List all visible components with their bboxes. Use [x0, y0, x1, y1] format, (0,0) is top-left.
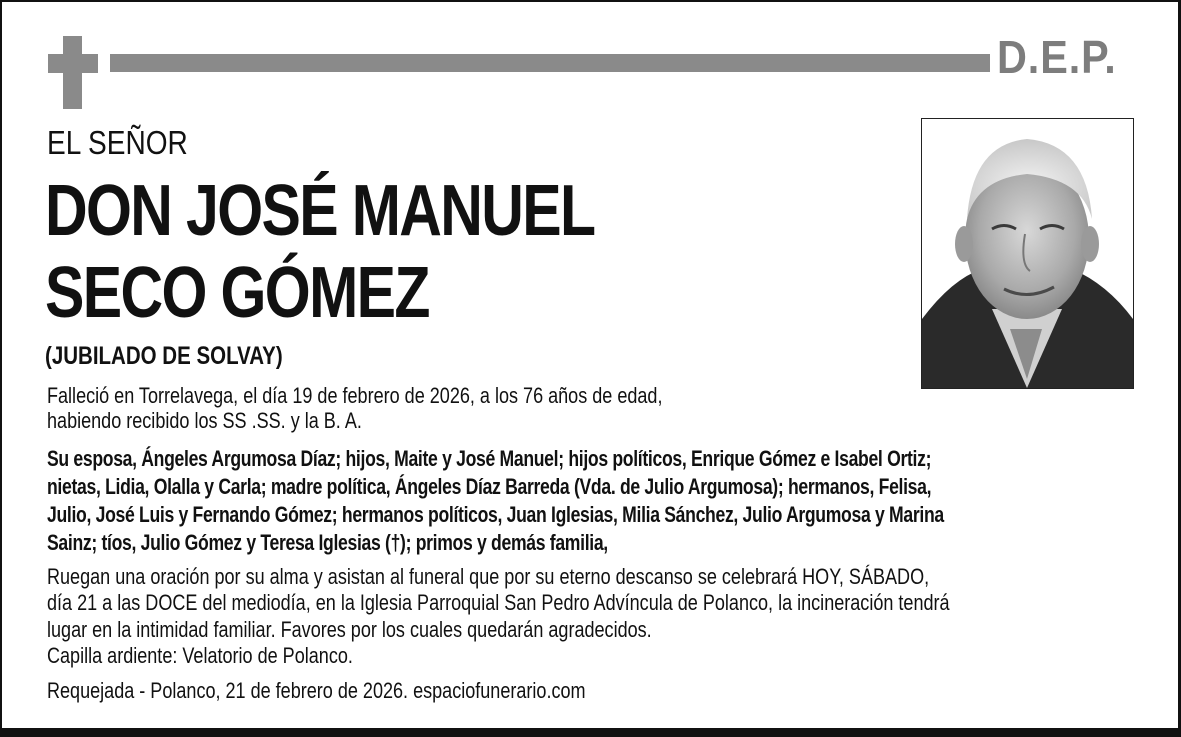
family-line-4: Sainz; tíos, Julio Gómez y Teresa Iglesias (†); primos y demás familia,: [47, 530, 608, 555]
family-line-1: Su esposa, Ángeles Argumosa Díaz; hijos, Maite y José Manuel; hijos políticos, Enrique Gómez e Isabel Ortiz;: [47, 446, 932, 471]
service-line-3: lugar en la intimidad familiar. Favores por los cuales quedarán agradecidos.: [47, 617, 652, 642]
deceased-name: [45, 170, 594, 334]
name-line-1: DON JOSÉ MANUEL: [45, 171, 595, 251]
footer-place-date: Requejada - Polanco, 21 de febrero de 2026. espaciofunerario.com: [47, 678, 586, 703]
cross-icon-arm: [48, 54, 98, 73]
death-notice-line-2: habiendo recibido los SS .SS. y la B. A.: [47, 408, 362, 433]
family-line-2: nietas, Lidia, Olalla y Carla; madre política, Ángeles Díaz Barreda (Vda. de Julio Argumosa); hermanos, Felisa,: [47, 474, 932, 499]
name-line-2: SECO GÓMEZ: [45, 253, 429, 333]
portrait-image: [922, 119, 1133, 388]
occupation-subtitle: (JUBILADO DE SOLVAY): [45, 342, 283, 370]
service-line-1: Ruegan una oración por su alma y asistan al funeral que por su eterno descanso se celebrará HOY, SÁBADO,: [47, 564, 930, 589]
service-line-4: Capilla ardiente: Velatorio de Polanco.: [47, 643, 353, 668]
death-notice-line-1: Falleció en Torrelavega, el día 19 de febrero de 2026, a los 76 años de edad,: [47, 383, 663, 408]
dep-label: D.E.P.: [997, 31, 1117, 83]
header-rule: [110, 54, 990, 72]
service-line-2: día 21 a las DOCE del mediodía, en la Iglesia Parroquial San Pedro Advíncula de Polanco, la incineración tendrá: [47, 590, 950, 615]
honorific: EL SEÑOR: [47, 124, 188, 161]
portrait-photo: [921, 118, 1134, 389]
family-line-3: Julio, José Luis y Fernando Gómez; hermanos políticos, Juan Iglesias, Milia Sánchez, Julio Argumosa y Marina: [47, 502, 944, 527]
